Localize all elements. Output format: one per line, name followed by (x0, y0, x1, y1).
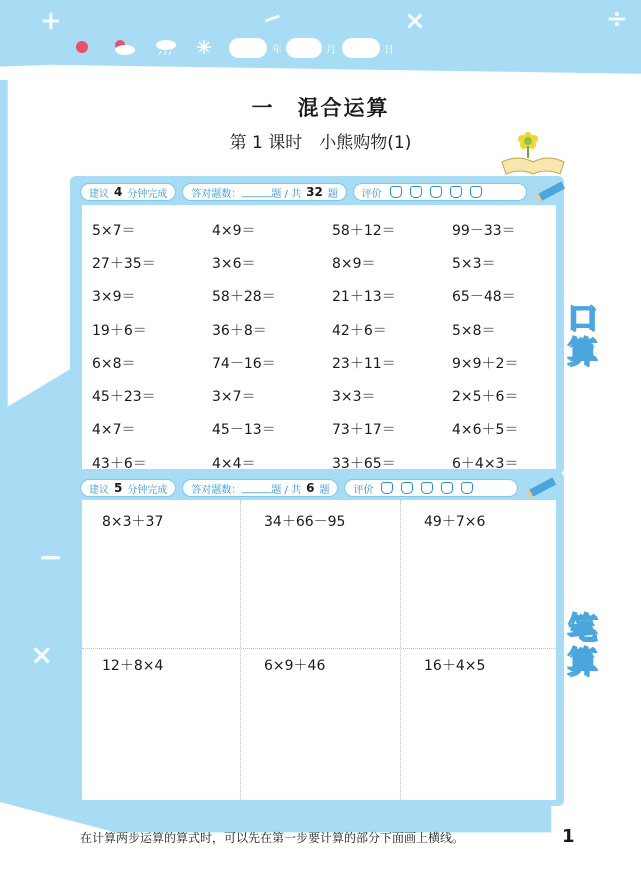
times-symbol: × (404, 6, 426, 36)
times-symbol-left: × (30, 638, 54, 671)
correct-suffix: 题 (319, 484, 330, 496)
suggest-time-pill (80, 479, 176, 497)
mental-math-grid (92, 213, 572, 479)
calc-row (92, 313, 572, 346)
calc-row (92, 379, 572, 412)
pencil-icon (532, 179, 568, 206)
written-problem: 12＋8×4 (102, 658, 164, 674)
grid-divider (82, 648, 556, 649)
calc-row (92, 280, 572, 313)
rain-icon[interactable] (154, 39, 178, 55)
snow-icon[interactable] (196, 39, 212, 55)
calc-problem: 65－48＝ (452, 289, 516, 306)
calc-problem: 19＋6＝ (92, 322, 147, 339)
thumb-icon[interactable] (410, 186, 422, 198)
suggest-suffix: 分钟完成 (127, 188, 168, 200)
calc-row (92, 413, 572, 446)
suggest-minutes: 5 (114, 481, 123, 495)
day-field[interactable] (342, 38, 380, 58)
calc-problem: 4×4＝ (212, 455, 256, 472)
calc-problem: 4×9＝ (212, 222, 256, 239)
correct-prefix: 答对题数： (191, 188, 242, 200)
divide-symbol: ÷ (606, 4, 628, 34)
calc-problem: 3×7＝ (212, 389, 256, 406)
correct-mid: 题 / 共 (271, 188, 302, 200)
calc-problem: 4×6＋5＝ (452, 422, 519, 439)
sun-icon[interactable] (76, 41, 88, 53)
calc-problem: 27＋35＝ (92, 255, 156, 272)
calc-problem: 3×3＝ (332, 389, 376, 406)
cloudy-icon[interactable] (112, 39, 136, 55)
calc-problem: 42＋6＝ (332, 322, 387, 339)
written-problem: 49＋7×6 (424, 514, 486, 530)
calc-problem: 2×5＋6＝ (452, 389, 519, 406)
calc-problem: 5×3＝ (452, 255, 496, 272)
correct-count-field[interactable]: ______ (241, 482, 272, 494)
written-math-side-label: 笔算 (567, 611, 597, 680)
thumb-icon[interactable] (390, 186, 402, 198)
minus-symbol-left: − (38, 540, 64, 575)
written-math-info-bar (80, 477, 574, 499)
thumb-icon[interactable] (430, 186, 442, 198)
evaluation-label: 评价 (361, 188, 382, 200)
calc-problem: 5×8＝ (452, 322, 496, 339)
calc-problem: 23＋11＝ (332, 355, 396, 372)
thumb-icon[interactable] (461, 482, 473, 494)
thumb-icon[interactable] (470, 186, 482, 198)
evaluation-pill (353, 183, 527, 201)
calc-problem: 3×6＝ (212, 255, 256, 272)
thumb-icon[interactable] (450, 186, 462, 198)
plus-symbol: + (40, 6, 62, 36)
year-field[interactable] (229, 38, 267, 58)
evaluation-label: 评价 (353, 484, 374, 496)
written-problem: 8×3＋37 (102, 514, 164, 530)
suggest-prefix: 建议 (89, 188, 109, 200)
thumb-icon[interactable] (441, 482, 453, 494)
month-field[interactable] (286, 38, 322, 58)
evaluation-pill (344, 479, 518, 497)
correct-suffix: 题 (327, 188, 338, 200)
calc-problem: 43＋6＝ (92, 455, 147, 472)
unit-title: 一 混合运算 (251, 96, 390, 120)
calc-problem: 36＋8＝ (212, 322, 267, 339)
weather-row (76, 36, 230, 58)
pencil-icon (524, 475, 560, 502)
correct-mid: 题 / 共 (271, 484, 302, 496)
calc-row (92, 213, 572, 246)
mental-math-info-bar (80, 181, 574, 203)
calc-problem: 3×9＝ (92, 289, 136, 306)
calc-problem: 8×9＝ (332, 255, 376, 272)
year-label: 年 (272, 45, 282, 56)
suggest-suffix: 分钟完成 (127, 484, 168, 496)
day-label: 日 (384, 45, 394, 56)
mental-math-side-label: 口算 (567, 301, 597, 370)
written-problem: 6×9＋46 (264, 658, 326, 674)
calc-problem: 45－13＝ (212, 422, 276, 439)
correct-prefix: 答对题数： (191, 484, 242, 496)
written-problem: 16＋4×5 (424, 658, 486, 674)
calc-problem: 6×8＝ (92, 355, 136, 372)
total-count: 32 (306, 185, 323, 199)
minus-symbol: − (257, 1, 287, 35)
thumb-icon[interactable] (381, 482, 393, 494)
calc-row (92, 246, 572, 279)
calc-problem: 73＋17＝ (332, 422, 396, 439)
calc-problem: 58＋12＝ (332, 222, 396, 239)
total-count: 6 (306, 481, 315, 495)
written-math-sheet (82, 500, 556, 800)
grid-divider (400, 500, 401, 800)
calc-problem: 9×9＋2＝ (452, 355, 519, 372)
calc-problem: 6＋4×3＝ (452, 455, 519, 472)
calc-row (92, 346, 572, 379)
score-pill (182, 183, 346, 201)
correct-count-field[interactable]: ______ (241, 186, 272, 198)
suggest-time-pill (80, 183, 176, 201)
page-number: 1 (562, 826, 575, 847)
thumb-icon[interactable] (401, 482, 413, 494)
suggest-prefix: 建议 (89, 484, 109, 496)
calc-problem: 5×7＝ (92, 222, 136, 239)
suggest-minutes: 4 (114, 185, 123, 199)
month-label: 月 (326, 45, 336, 56)
calc-problem: 45＋23＝ (92, 389, 156, 406)
thumb-icon[interactable] (421, 482, 433, 494)
lesson-title: 第 1 课时 小熊购物(1) (229, 133, 412, 153)
grid-divider (240, 500, 241, 800)
calc-problem: 4×7＝ (92, 422, 136, 439)
calc-problem: 58＋28＝ (212, 289, 276, 306)
written-problem: 34＋66－95 (264, 514, 346, 530)
book-flower-icon (500, 128, 566, 178)
calc-problem: 74－16＝ (212, 355, 276, 372)
tip-note: 在计算两步运算的算式时，可以先在第一步要计算的部分下面画上横线。 (80, 831, 465, 845)
score-pill (182, 479, 338, 497)
calc-problem: 21＋13＝ (332, 289, 396, 306)
calc-problem: 33＋65＝ (332, 455, 396, 472)
calc-problem: 99－33＝ (452, 222, 516, 239)
